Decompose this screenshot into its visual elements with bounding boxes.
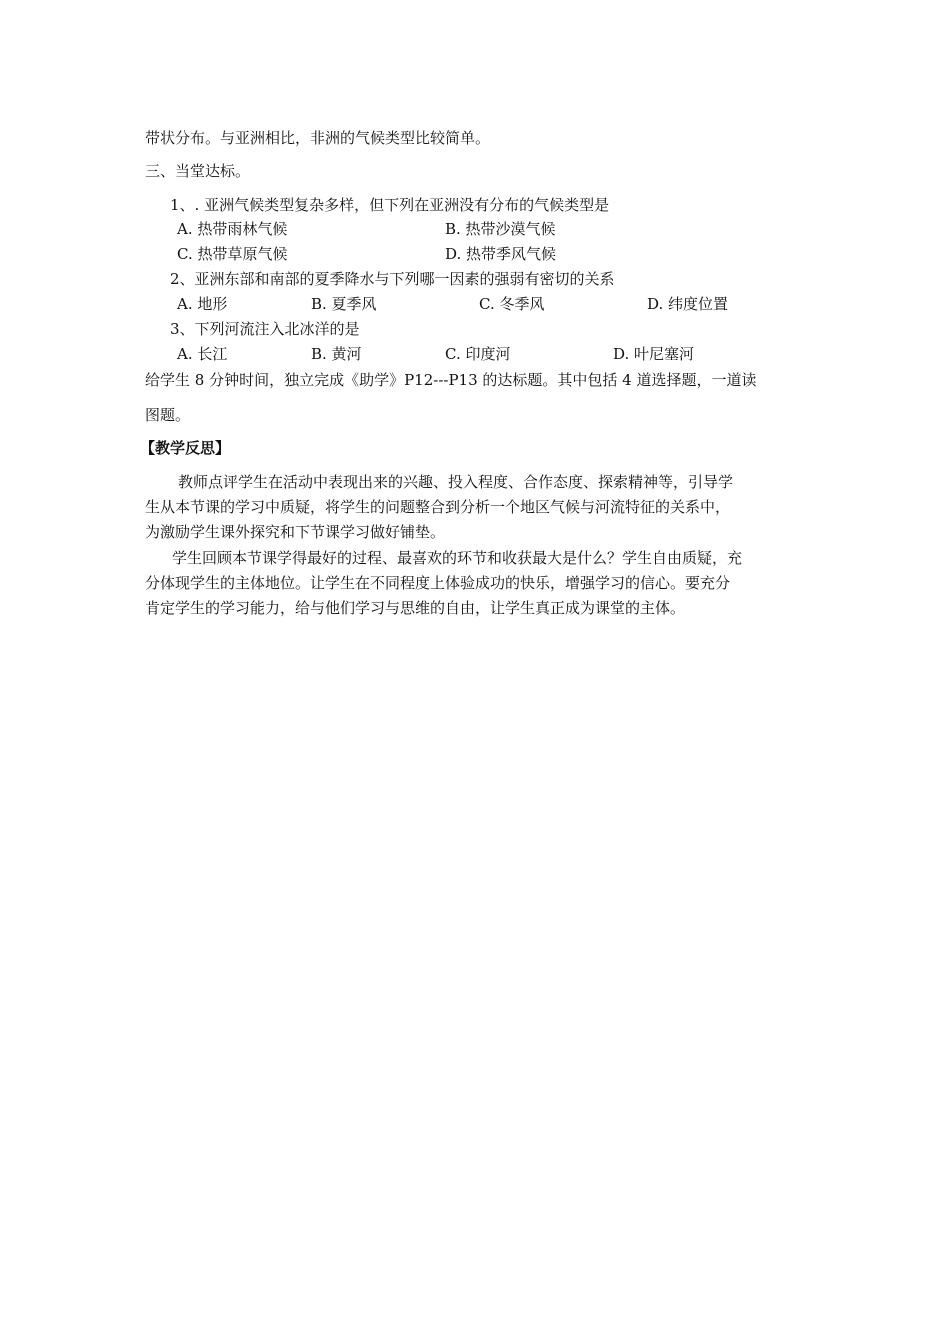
question-3-stem: 3、下列河流注入北冰洋的是 <box>170 320 360 338</box>
question-3-option-d: D. 叶尼塞河 <box>613 345 695 363</box>
instruction-line-1: 给学生 8 分钟时间，独立完成《助学》P12---P13 的达标题。其中包括 4 道选择题，一道读 <box>145 371 757 389</box>
intro-tail-text: 带状分布。与亚洲相比，非洲的气候类型比较简单。 <box>145 129 491 147</box>
reflection-para-2-line-3: 肯定学生的学习能力，给与他们学习与思维的自由，让学生真正成为课堂的主体。 <box>145 599 686 617</box>
reflection-para-1-line-2: 生从本节课的学习中质疑，将学生的问题整合到分析一个地区气候与河流特征的关系中， <box>145 498 731 516</box>
section-title: 三、当堂达标。 <box>145 162 251 180</box>
question-2-option-d: D. 纬度位置 <box>647 295 729 313</box>
question-2-stem: 2、亚洲东部和南部的夏季降水与下列哪一因素的强弱有密切的关系 <box>170 270 615 288</box>
instruction-line-2: 图题。 <box>145 406 191 424</box>
question-1-stem: 1、. 亚洲气候类型复杂多样，但下列在亚洲没有分布的气候类型是 <box>170 196 610 214</box>
reflection-para-1-line-3: 为激励学生课外探究和下节课学习做好铺垫。 <box>145 523 446 541</box>
question-1-option-c: C. 热带草原气候 <box>177 245 288 263</box>
reflection-para-2-line-2: 分体现学生的主体地位。让学生在不同程度上体验成功的快乐，增强学习的信心。要充分 <box>145 574 731 592</box>
reflection-para-1-line-1: 教师点评学生在活动中表现出来的兴趣、投入程度、合作态度、探索精神等，引导学 <box>178 473 734 491</box>
question-3-option-a: A. 长江 <box>177 345 228 363</box>
question-1-option-b: B. 热带沙漠气候 <box>445 220 556 238</box>
question-3-option-b: B. 黄河 <box>311 345 362 363</box>
question-2-option-c: C. 冬季风 <box>479 295 545 313</box>
reflection-para-2-line-1: 学生回顾本节课学得最好的过程、最喜欢的环节和收获最大是什么？学生自由质疑，充 <box>172 549 743 567</box>
question-1-option-a: A. 热带雨林气候 <box>177 220 288 238</box>
question-3-option-c: C. 印度河 <box>445 345 511 363</box>
question-2-option-a: A. 地形 <box>177 295 228 313</box>
question-1-option-d: D. 热带季风气候 <box>445 245 557 263</box>
reflection-heading: 【教学反思】 <box>140 439 231 457</box>
question-2-option-b: B. 夏季风 <box>311 295 377 313</box>
